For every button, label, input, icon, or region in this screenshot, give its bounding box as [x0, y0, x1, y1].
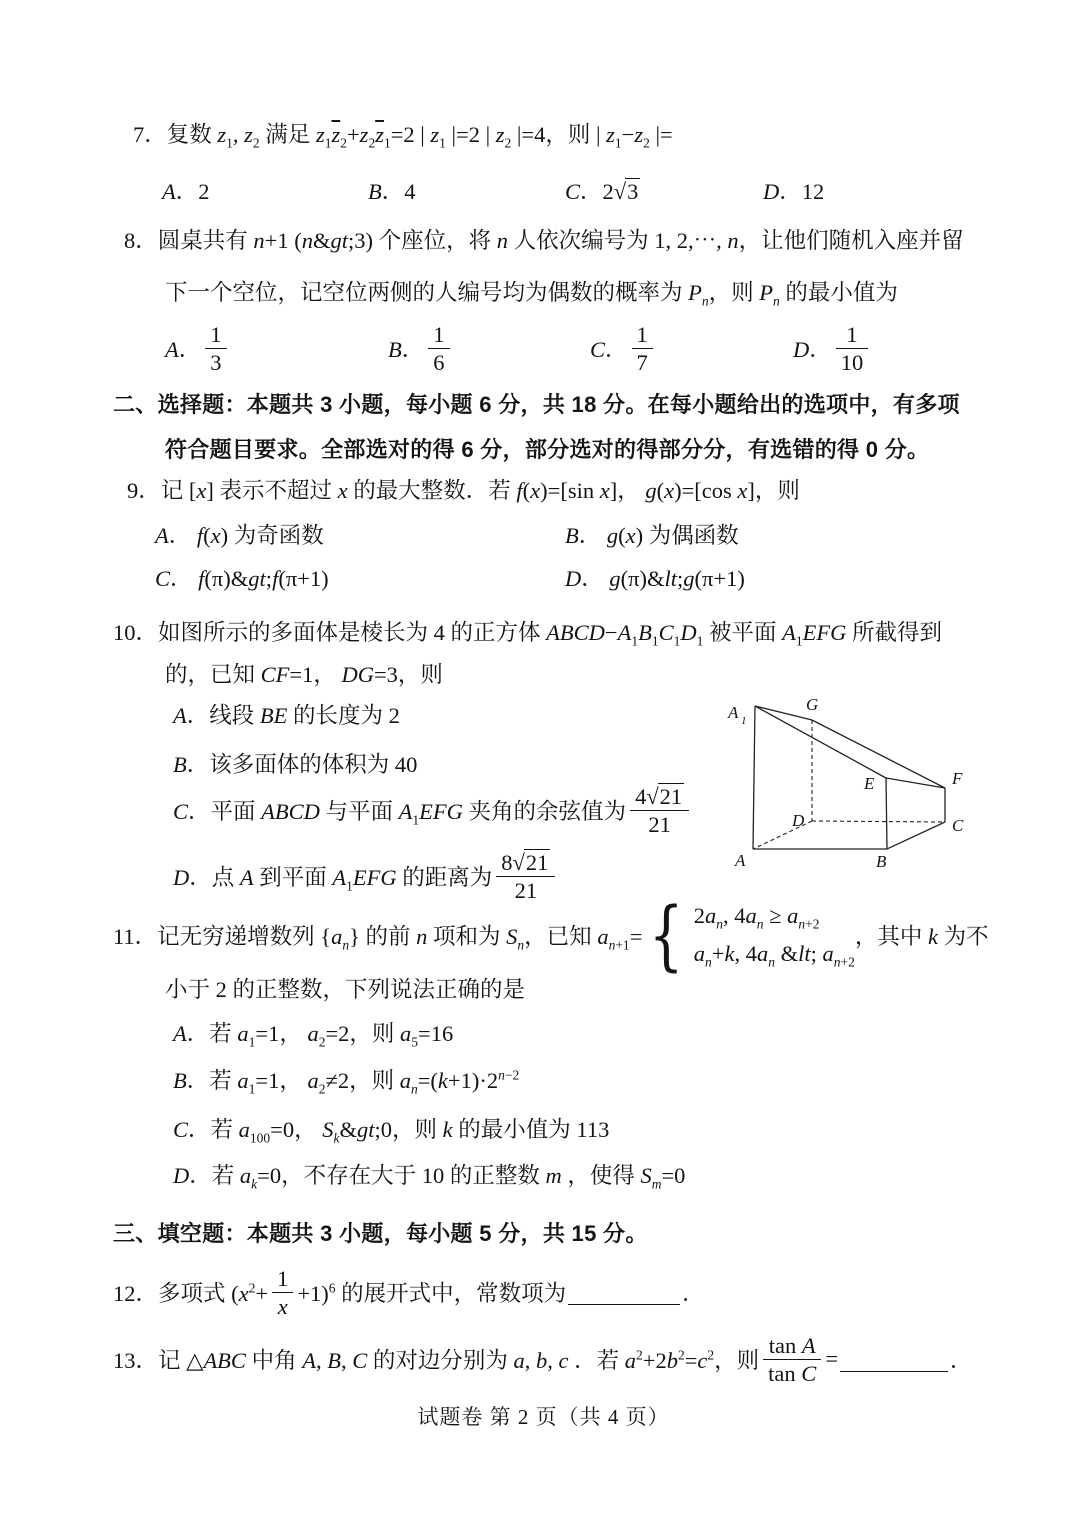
figure-label-f: F — [952, 769, 963, 788]
q8-option-c-label: C． — [590, 337, 628, 362]
q11-option-a: A．若 $a_1=1$， $a_2=2$，则 $a_5=16$ — [173, 1021, 454, 1050]
q12-suffix: +1)$^6$ 的展开式中，常数项为 — [297, 1280, 567, 1306]
q8-option-c-fraction — [632, 321, 653, 376]
figure-label-g: G — [806, 695, 819, 714]
fraction-denominator: x — [272, 1292, 293, 1320]
q10-option-b: B．该多面体的体积为 40 — [173, 752, 418, 777]
page-footer: 试题卷 第 2 页（共 4 页） — [417, 1405, 670, 1429]
q8-option-b — [388, 319, 454, 377]
question-10-stem-line-1: 10．如图所示的多面体是棱长为 4 的正方体 $ABCD-A_1B_1C_1D_1$ 被平面 $A_1EFG$ 所截得到 — [113, 620, 943, 649]
q8-option-a — [165, 319, 231, 377]
polyhedron-figure — [718, 690, 1018, 880]
q7-option-b: B．4 — [368, 179, 416, 204]
q10-option-d-text: D．点 A 到平面 $A_1EFG$ 的距离为 — [173, 865, 493, 894]
q8-option-b-fraction — [428, 321, 449, 376]
q8-option-d-label: D． — [793, 337, 832, 362]
q13-prefix: 13．记 △ABC 中角 A, B, C 的对边分别为 a, b, c ．若 $a^2+2b^2=c^2$，则 — [113, 1347, 760, 1373]
section-2-header-line-2: 符合题目要求。全部选对的得 6 分，部分选对的得部分分，有选错的得 0 分。 — [165, 437, 930, 462]
q12-answer-blank — [568, 1279, 680, 1305]
q7-option-c: C．2√3 — [565, 179, 639, 204]
figure-label-b: B — [876, 852, 887, 871]
fraction-numerator: tan A — [768, 1332, 816, 1358]
question-9-stem: 9．记 [x] 表示不超过 x 的最大整数．若 f(x)=[sin x]， g(x)=[cos x]，则 — [127, 478, 800, 503]
question-10-stem-line-2: 的，已知 CF=1， DG=3，则 — [165, 662, 443, 687]
question-8-stem-line-1: 8．圆桌共有 n+1 (n&gt;3) 个座位，将 n 人依次编号为 1, 2,⋯, n，让他们随机入座并留 — [124, 228, 964, 253]
q11-stem-prefix: 11．记无穷递增数列 $\{a_n\}$ 的前 n 项和为 $S_n$，已知 $a_{n+1}=$ — [113, 924, 643, 953]
fraction-numerator: 4√21 — [635, 783, 683, 809]
fraction-numerator: 1 — [277, 1265, 289, 1291]
q13-equals: = — [825, 1346, 839, 1371]
q9-option-a: A． f(x) 为奇函数 — [155, 523, 324, 548]
figure-label-d: D — [792, 811, 805, 830]
piecewise-cases — [693, 903, 855, 970]
q8-option-c — [590, 319, 657, 377]
q10-option-c-text: C．平面 ABCD 与平面 $A_1EFG$ 夹角的余弦值为 — [173, 799, 627, 828]
q11-option-b: B．若 $a_1=1$， $a_2\ne 2$，则 $a_n=(k+1)\cdot 2^{n-2}$ — [173, 1067, 520, 1097]
q7-option-d: D．12 — [763, 179, 825, 204]
figure-label-a1-sub: 1 — [741, 715, 747, 727]
fraction-numerator: 1 — [636, 321, 648, 347]
fraction-denominator: 10 — [836, 348, 869, 376]
q8-option-d-fraction — [836, 321, 869, 376]
q10-option-a: A．线段 BE 的长度为 2 — [173, 703, 400, 728]
piecewise-case-1: $2a_n$, $4a_n \ge a_{n+2}$ — [693, 903, 820, 932]
q7-option-a: A．2 — [162, 179, 210, 204]
fraction-numerator: 1 — [210, 321, 222, 347]
question-11-stem-line-2: 小于 2 的正整数，下列说法正确的是 — [165, 977, 526, 1002]
fraction-numerator: 1 — [846, 321, 858, 347]
piecewise-case-2: $a_n+k$, $4a_n$ &lt; $a_{n+2}$ — [693, 941, 855, 970]
q11-option-d: D．若 $a_k=0$，不存在大于 10 的正整数 m ，使得 $S_m=0$ — [173, 1163, 686, 1192]
fraction-denominator: 21 — [496, 876, 555, 904]
question-8-stem-line-2: 下一个空位，记空位两侧的人编号均为偶数的概率为 $P_n$，则 $P_n$ 的最小值为 — [165, 280, 898, 309]
q13-answer-blank — [840, 1346, 948, 1372]
section-2-header-line-1: 二、选择题：本题共 3 小题，每小题 6 分，共 18 分。在每小题给出的选项中，有多项 — [113, 392, 960, 417]
figure-label-c: C — [952, 816, 964, 835]
question-12 — [113, 1261, 705, 1323]
q12-period: ． — [682, 1281, 705, 1306]
fraction-numerator: 1 — [433, 321, 445, 347]
fraction-numerator: 8√21 — [501, 849, 549, 875]
figure-label-a1: A — [728, 703, 739, 722]
q11-stem-suffix: ，其中 k 为不 — [854, 924, 989, 949]
q9-option-b: B． g(x) 为偶函数 — [565, 523, 739, 548]
q12-fraction — [272, 1265, 293, 1320]
q10-option-c-fraction — [630, 783, 689, 838]
q9-option-d: D． g(π)&lt;g(π+1) — [565, 566, 745, 591]
q8-option-a-fraction — [205, 321, 226, 376]
figure-solid-edges — [753, 706, 945, 849]
q12-prefix: 12．多项式 ($x^2+$ — [113, 1280, 269, 1306]
q8-option-b-label: B． — [388, 337, 425, 362]
question-13 — [113, 1330, 973, 1388]
q10-option-c — [173, 780, 693, 840]
q13-period: ． — [950, 1348, 973, 1373]
section-3-header: 三、填空题：本题共 3 小题，每小题 5 分，共 15 分。 — [113, 1221, 648, 1246]
q9-option-c: C． f(π)&gt;f(π+1) — [155, 566, 329, 591]
q13-fraction — [763, 1332, 821, 1387]
q11-option-c: C．若 $a_{100}=0$， $S_k\&gt;0$，则 k 的最小值为 113 — [173, 1117, 610, 1146]
q8-option-a-label: A． — [165, 337, 202, 362]
fraction-denominator: 21 — [630, 810, 689, 838]
question-7-stem: 7．复数 $z_1$, $z_2$ 满足 $z_1\overline{z}_2+z_2\overline{z}_1=2$ | $z_1$ |=2 | $z_2$ |=4，则 | $z_1-z_2$ |= — [133, 122, 673, 151]
fraction-denominator: 3 — [205, 348, 226, 376]
fraction-denominator: 6 — [428, 348, 449, 376]
fraction-denominator: tan C — [763, 1359, 821, 1387]
figure-label-a: A — [735, 851, 746, 870]
q8-option-d — [793, 319, 872, 377]
fraction-denominator: 7 — [632, 348, 653, 376]
figure-label-e: E — [864, 774, 875, 793]
piecewise-brace: { — [649, 890, 684, 979]
